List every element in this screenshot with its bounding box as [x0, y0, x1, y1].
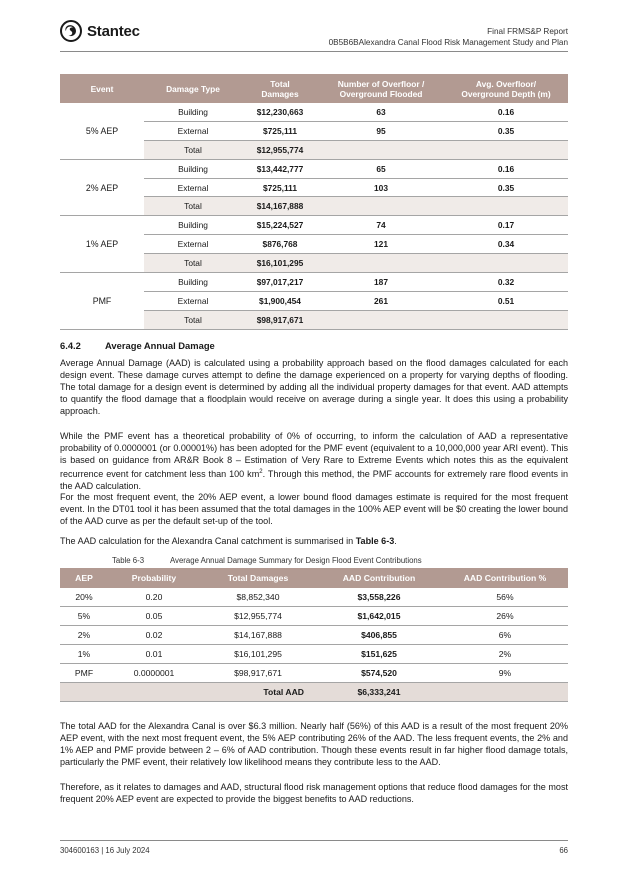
number-flooded-cell: 63 — [318, 103, 444, 121]
avg-depth-cell: 0.35 — [444, 121, 568, 140]
avg-depth-cell — [444, 310, 568, 329]
total-damages-cell: $876,768 — [242, 235, 318, 254]
aad-percent-cell: 26% — [442, 607, 568, 626]
section-number: 6.4.2 — [60, 340, 81, 351]
report-title: Final FRMS&P Report — [487, 27, 568, 36]
section-heading — [60, 340, 215, 351]
damage-type-cell: Total — [144, 310, 242, 329]
number-flooded-cell — [318, 140, 444, 159]
event-cell: PMF — [60, 273, 144, 330]
paragraph-text: While the PMF event has a theoretical probability of 0% of occurring, to inform the calculation of AAD a representative probability of 0.0000001 (or 0.00001%) has been adopted for the PMF event (equivalent to a 10,000,000 year ARI event). This is based on guidance from AR&R Book 8 – Estimation of Very Rare to Extreme Events which notes this as the equivalent recurrence event for catchment less than 100 km — [60, 431, 568, 480]
aep-cell: PMF — [60, 664, 108, 683]
total-damages-cell: $1,900,454 — [242, 291, 318, 310]
column-header: Avg. Overfloor/ Overground Depth (m) — [444, 74, 568, 103]
number-flooded-cell — [318, 310, 444, 329]
total-damages-cell: $725,111 — [242, 121, 318, 140]
avg-depth-cell: 0.35 — [444, 178, 568, 197]
paragraph-aad-summary: The total AAD for the Alexandra Canal is over $6.3 million. Nearly half (56%) of this AAD is a result of the most frequent 20% AEP event, with the next most frequent event, the 5% AEP contributing 26% of the AAD. The less frequent events, the 2% and 1% AEP and PMF provide between 2 – 6% of AAD contribution. Though these events result in far higher flood damage totals, particularly the PMF event, their relatively low likelihood means they contribute less to the AAD. — [60, 721, 568, 767]
column-header: AAD Contribution % — [442, 568, 568, 588]
paragraph-text: . — [394, 536, 397, 546]
total-damages-cell: $12,230,663 — [242, 103, 318, 121]
caption-title: Average Annual Damage Summary for Design Flood Event Contributions — [170, 556, 422, 565]
event-cell: 5% AEP — [60, 103, 144, 159]
table-row — [60, 103, 568, 121]
avg-depth-cell: 0.51 — [444, 291, 568, 310]
column-header: Total Damages — [200, 568, 316, 588]
event-cell: 1% AEP — [60, 216, 144, 273]
column-header: Total Damages — [242, 74, 318, 103]
damage-type-cell: Building — [144, 159, 242, 178]
aad-percent-cell: 56% — [442, 588, 568, 607]
paragraph-text: . Through this method, the PMF accounts for extremely rare flood events in the AAD calculation. — [60, 469, 568, 492]
probability-cell: 0.05 — [108, 607, 200, 626]
aad-contribution-cell: $151,625 — [316, 645, 442, 664]
total-damages-cell: $16,101,295 — [242, 254, 318, 273]
column-header: AAD Contribution — [316, 568, 442, 588]
number-flooded-cell — [318, 197, 444, 216]
total-damages-cell: $15,224,527 — [242, 216, 318, 235]
event-cell: 2% AEP — [60, 159, 144, 216]
paragraph-table-reference — [60, 535, 568, 547]
column-header: AEP — [60, 568, 108, 588]
aad-contribution-cell: $3,558,226 — [316, 588, 442, 607]
paragraph-pmf-probability — [60, 430, 568, 492]
column-header: Damage Type — [144, 74, 242, 103]
table-row — [60, 664, 568, 683]
number-flooded-cell: 121 — [318, 235, 444, 254]
total-damages-cell: $12,955,774 — [242, 140, 318, 159]
probability-cell: 0.01 — [108, 645, 200, 664]
logo-text: Stantec — [87, 22, 140, 40]
damage-type-cell: External — [144, 121, 242, 140]
number-flooded-cell: 187 — [318, 273, 444, 292]
table-reference-link[interactable]: Table 6-3 — [355, 536, 395, 546]
damage-type-cell: Total — [144, 140, 242, 159]
report-header — [329, 26, 568, 48]
aad-contribution-cell: $574,520 — [316, 664, 442, 683]
superscript: 2 — [259, 469, 263, 475]
table-row — [60, 607, 568, 626]
avg-depth-cell — [444, 197, 568, 216]
damage-type-cell: External — [144, 178, 242, 197]
number-flooded-cell — [318, 254, 444, 273]
total-damages-cell: $14,167,888 — [200, 626, 316, 645]
aep-cell: 1% — [60, 645, 108, 664]
avg-depth-cell — [444, 140, 568, 159]
aad-contribution-cell: $406,855 — [316, 626, 442, 645]
total-aad-label: Total AAD — [60, 683, 316, 702]
table-row — [60, 645, 568, 664]
damage-type-cell: External — [144, 235, 242, 254]
damage-type-cell: External — [144, 291, 242, 310]
table-row — [60, 273, 568, 292]
page-number: 66 — [559, 846, 568, 855]
total-damages-cell: $13,442,777 — [242, 159, 318, 178]
damage-type-cell: Building — [144, 273, 242, 292]
aad-summary-table — [60, 568, 568, 702]
probability-cell: 0.20 — [108, 588, 200, 607]
avg-depth-cell — [444, 254, 568, 273]
table-row — [60, 216, 568, 235]
probability-cell: 0.0000001 — [108, 664, 200, 683]
avg-depth-cell: 0.17 — [444, 216, 568, 235]
table-row — [60, 159, 568, 178]
stantec-logo-icon — [60, 20, 82, 42]
total-damages-cell: $98,917,671 — [242, 310, 318, 329]
aad-contribution-cell: $1,642,015 — [316, 607, 442, 626]
total-damages-cell: $12,955,774 — [200, 607, 316, 626]
number-flooded-cell: 261 — [318, 291, 444, 310]
section-title: Average Annual Damage — [105, 340, 215, 351]
number-flooded-cell: 65 — [318, 159, 444, 178]
avg-depth-cell: 0.16 — [444, 103, 568, 121]
total-damages-cell: $97,017,217 — [242, 273, 318, 292]
total-aad-value: $6,333,241 — [316, 683, 442, 702]
footer-divider — [60, 840, 568, 841]
damages-table — [60, 74, 568, 330]
probability-cell: 0.02 — [108, 626, 200, 645]
aad-table-header — [60, 568, 568, 588]
total-damages-cell: $16,101,295 — [200, 645, 316, 664]
stantec-logo — [60, 20, 140, 42]
aep-cell: 5% — [60, 607, 108, 626]
paragraph-conclusion: Therefore, as it relates to damages and AAD, structural flood risk management options that reduce flood damages for the most frequent 20% AEP event are expected to provide the biggest benefits to AAD reductions. — [60, 782, 568, 804]
paragraph-lower-bound: For the most frequent event, the 20% AEP event, a lower bound flood damages estimate is required for the most frequent event. In the DT01 tool it has been assumed that the total damages in the 100% AEP event will be $0 creating the lower bound of the AAD curve as per the default set-up of the tool. — [60, 492, 568, 526]
column-header: Event — [60, 74, 144, 103]
column-header: Number of Overfloor / Overground Flooded — [318, 74, 444, 103]
table-row — [60, 588, 568, 607]
empty-cell — [442, 683, 568, 702]
number-flooded-cell: 103 — [318, 178, 444, 197]
table-row — [60, 626, 568, 645]
avg-depth-cell: 0.32 — [444, 273, 568, 292]
number-flooded-cell: 95 — [318, 121, 444, 140]
table-caption — [112, 556, 422, 565]
document-reference: 304600163 | 16 July 2024 — [60, 846, 150, 855]
header-divider — [60, 51, 568, 52]
column-header: Probability — [108, 568, 200, 588]
avg-depth-cell: 0.16 — [444, 159, 568, 178]
total-aad-row — [60, 683, 568, 702]
aad-percent-cell: 2% — [442, 645, 568, 664]
report-subtitle: 0B5B6BAlexandra Canal Flood Risk Management Study and Plan — [328, 38, 568, 47]
avg-depth-cell: 0.34 — [444, 235, 568, 254]
number-flooded-cell: 74 — [318, 216, 444, 235]
total-damages-cell: $98,917,671 — [200, 664, 316, 683]
aad-percent-cell: 9% — [442, 664, 568, 683]
caption-number: Table 6-3 — [112, 556, 145, 565]
paragraph-text: The AAD calculation for the Alexandra Canal catchment is summarised in — [60, 536, 356, 546]
damages-table-header — [60, 74, 568, 103]
total-damages-cell: $14,167,888 — [242, 197, 318, 216]
aad-percent-cell: 6% — [442, 626, 568, 645]
damage-type-cell: Building — [144, 216, 242, 235]
aep-cell: 2% — [60, 626, 108, 645]
damage-type-cell: Building — [144, 103, 242, 121]
total-damages-cell: $725,111 — [242, 178, 318, 197]
damage-type-cell: Total — [144, 197, 242, 216]
total-damages-cell: $8,852,340 — [200, 588, 316, 607]
damage-type-cell: Total — [144, 254, 242, 273]
aep-cell: 20% — [60, 588, 108, 607]
paragraph-aad-definition: Average Annual Damage (AAD) is calculated using a probability approach based on the flood damages calculated for each design event. These damage curves attempt to define the damage experienced on a property for varying depths of flooding. The total damage for a design event is determined by adding all the individual property damages for that event. AAD attempts to quantify the flood damage that a floodplain would receive on average during a single year. It does this using a probability approach. — [60, 358, 568, 416]
